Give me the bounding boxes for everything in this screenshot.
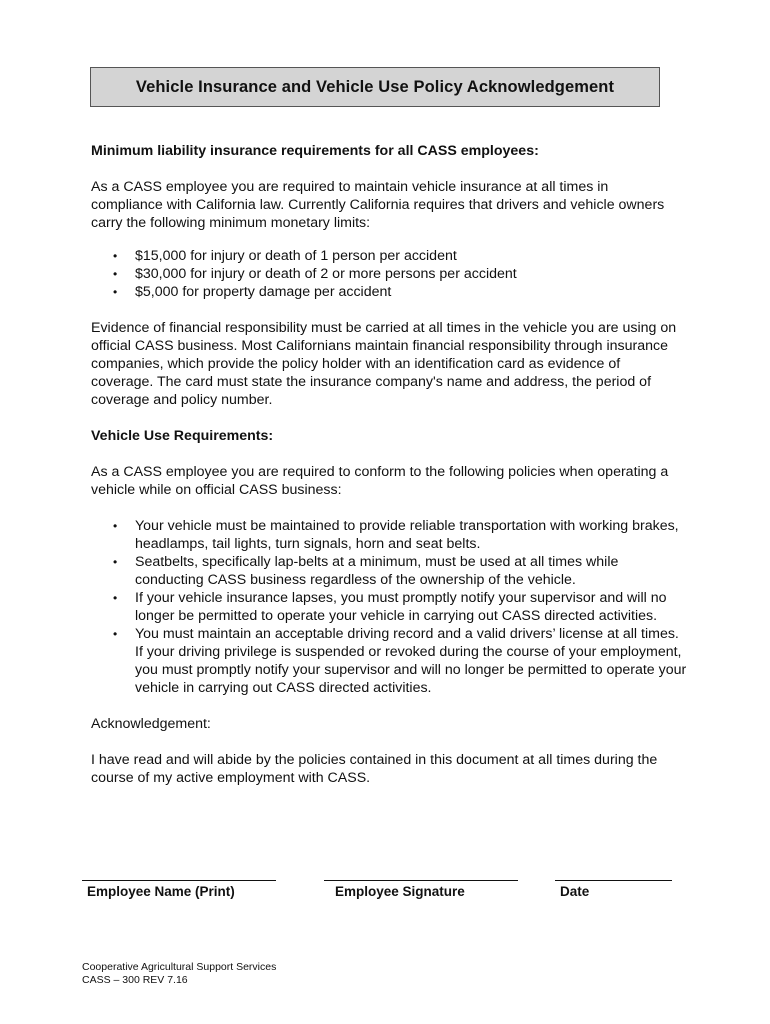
footer-org: Cooperative Agricultural Support Services (82, 961, 277, 973)
list-item: • $15,000 for injury or death of 1 person per accident (113, 248, 457, 264)
signature-line (82, 880, 276, 881)
bullet-icon: • (113, 627, 118, 641)
bullet-icon: • (113, 555, 118, 569)
insurance-intro: As a CASS employee you are required to maintain vehicle insurance at all times in compliance with California law. Currently California requires that drivers and vehicle owners carry the following minimum monetary limits: (91, 179, 665, 231)
bullet-icon: • (113, 591, 118, 605)
evidence-paragraph: Evidence of financial responsibility must be carried at all times in the vehicle you are using on official CASS business. Most Californians maintain financial responsibility through insurance companies, which provide the policy holder with an identification card as evidence of coverage. The card must state the insurance company's name and address, the period of coverage and policy number. (91, 320, 677, 408)
section-heading-vehicle-use: Vehicle Use Requirements: (91, 428, 274, 444)
document-body (91, 142, 687, 787)
bullet-icon: • (113, 519, 118, 533)
date-field[interactable] (555, 868, 672, 899)
section-heading-insurance: Minimum liability insurance requirements for all CASS employees: (91, 143, 539, 159)
employee-name-field[interactable] (82, 868, 276, 899)
vehicle-use-intro: As a CASS employee you are required to conform to the following policies when operating a vehicle while on official CASS business: (91, 464, 669, 498)
bullet-icon: • (113, 249, 118, 263)
list-item: • Your vehicle must be maintained to provide reliable transportation with working brakes, headlamps, tail lights, turn signals, horn and seat belts. (113, 518, 679, 552)
list-item: • $30,000 for injury or death of 2 or more persons per accident (113, 266, 517, 282)
employee-signature-label: Employee Signature (335, 884, 465, 899)
vehicle-requirements-list (107, 517, 687, 697)
employee-name-label: Employee Name (Print) (87, 884, 235, 899)
list-item: • If your vehicle insurance lapses, you must promptly notify your supervisor and will no longer be permitted to operate your vehicle in carrying out CASS directed activities. (113, 590, 667, 624)
signature-row (0, 868, 770, 908)
bullet-icon: • (113, 285, 118, 299)
acknowledgement-statement: I have read and will abide by the policies contained in this document at all times during the course of my active employment with CASS. (91, 752, 658, 786)
list-item: • $5,000 for property damage per accident (113, 284, 392, 300)
document-title: Vehicle Insurance and Vehicle Use Policy Acknowledgement (135, 77, 615, 96)
footer-form-id: CASS – 300 REV 7.16 (82, 974, 188, 986)
list-item: • Seatbelts, specifically lap-belts at a minimum, must be used at all times while conducting CASS business regardless of the ownership of the vehicle. (113, 554, 619, 588)
acknowledgement-label: Acknowledgement: (91, 716, 211, 732)
signature-line (324, 880, 518, 881)
signature-line (555, 880, 672, 881)
date-label: Date (560, 884, 590, 899)
list-item: • You must maintain an acceptable driving record and a valid drivers’ license at all times. If your driving privilege is suspended or revoked during the course of your employment, you must promptly notify your supervisor and will no longer be permitted to operate your vehicle in carrying out CASS directed activities. (113, 626, 687, 696)
bullet-icon: • (113, 267, 118, 281)
title-box (90, 67, 660, 107)
document-footer (82, 961, 276, 987)
insurance-limits-list (107, 247, 681, 301)
employee-signature-field[interactable] (324, 868, 518, 899)
